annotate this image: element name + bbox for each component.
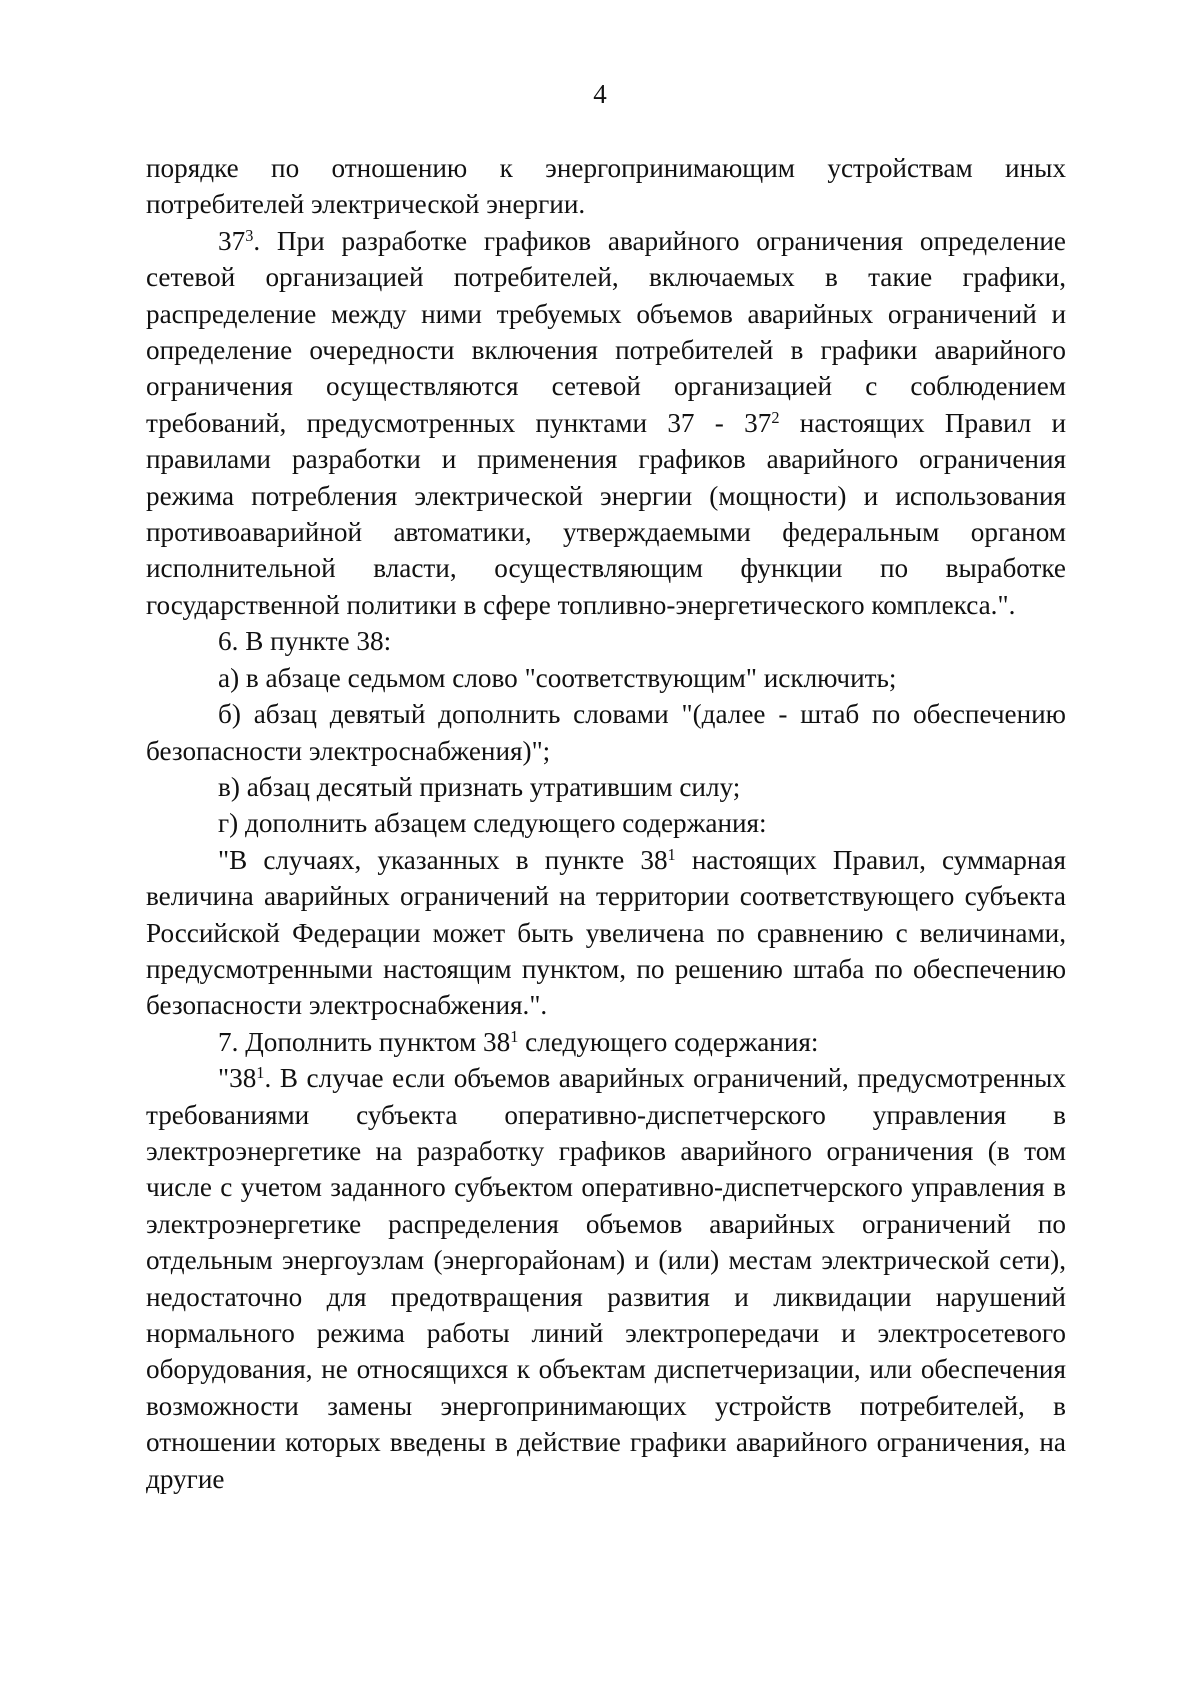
page-number: 4 bbox=[593, 79, 607, 109]
document-body bbox=[146, 150, 1066, 1497]
paragraph bbox=[146, 150, 1066, 223]
superscript: 1 bbox=[667, 844, 676, 864]
text-run: в) абзац десятый признать утратившим силу; bbox=[218, 771, 741, 802]
paragraph bbox=[146, 696, 1066, 769]
text-run: "38 bbox=[218, 1063, 257, 1094]
text-run: 7. Дополнить пунктом 38 bbox=[218, 1026, 511, 1057]
superscript: 3 bbox=[245, 225, 254, 245]
text-run: . В случае если объемов аварийных ограничений, предусмотренных требованиями субъекта оперативно-диспетчерского управления в электроэнергетике на разработку графиков аварийного ограничения (в том числе с учетом заданного субъектом оперативно-диспетчерского управления в электроэнергетике распределения объемов аварийных ограничений по отдельным энергоузлам (энергорайонам) и (или) местам электрической сети), недостаточно для предотвращения развития и ликвидации нарушений нормального режима работы линий электропередачи и электросетевого оборудования, не относящихся к объектам диспетчеризации, или обеспечения возможности замены энергопринимающих устройств потребителей, в отношении которых введены в действие графики аварийного ограничения, на другие bbox=[146, 1063, 1066, 1494]
text-run: г) дополнить абзацем следующего содержания: bbox=[218, 808, 767, 839]
paragraph bbox=[146, 805, 1066, 841]
paragraph bbox=[146, 1060, 1066, 1497]
paragraph bbox=[146, 623, 1066, 659]
text-run: "В случаях, указанных в пункте 38 bbox=[218, 844, 668, 875]
text-run: б) абзац девятый дополнить словами "(далее - штаб по обеспечению безопасности электроснабжения)"; bbox=[146, 699, 1066, 766]
text-run: 37 bbox=[218, 225, 246, 256]
superscript: 1 bbox=[256, 1063, 265, 1083]
superscript: 2 bbox=[771, 407, 780, 427]
paragraph bbox=[146, 842, 1066, 1024]
text-run: порядке по отношению к энергопринимающим устройствам иных потребителей электрической энергии. bbox=[146, 153, 1066, 220]
paragraph bbox=[146, 223, 1066, 623]
text-run: настоящих Правил, суммарная величина аварийных ограничений на территории соответствующего субъекта Российской Федерации может быть увеличена по сравнению с величинами, предусмотренными настоящим пунктом, по решению штаба по обеспечению безопасности электроснабжения.". bbox=[146, 844, 1066, 1021]
text-run: настоящих Правил и правилами разработки и применения графиков аварийного ограничения режима потребления электрической энергии (мощности) и использования противоаварийной автоматики, утверждаемыми федеральным органом исполнительной власти, осуществляющим функции по выработке государственной политики в сфере топливно-энергетического комплекса.". bbox=[146, 407, 1066, 620]
paragraph bbox=[146, 769, 1066, 805]
text-run: следующего содержания: bbox=[518, 1026, 819, 1057]
text-run: а) в абзаце седьмом слово "соответствующим" исключить; bbox=[218, 662, 897, 693]
paragraph bbox=[146, 660, 1066, 696]
superscript: 1 bbox=[510, 1026, 519, 1046]
paragraph bbox=[146, 1024, 1066, 1060]
text-run: . При разработке графиков аварийного ограничения определение сетевой организацией потребителей, включаемых в такие графики, распределение между ними требуемых объемов аварийных ограничений и определение очередности включения потребителей в графики аварийного ограничения осуществляются сетевой организацией с соблюдением требований, предусмотренных пунктами 37 - 37 bbox=[146, 225, 1066, 438]
text-run: 6. В пункте 38: bbox=[218, 626, 392, 657]
